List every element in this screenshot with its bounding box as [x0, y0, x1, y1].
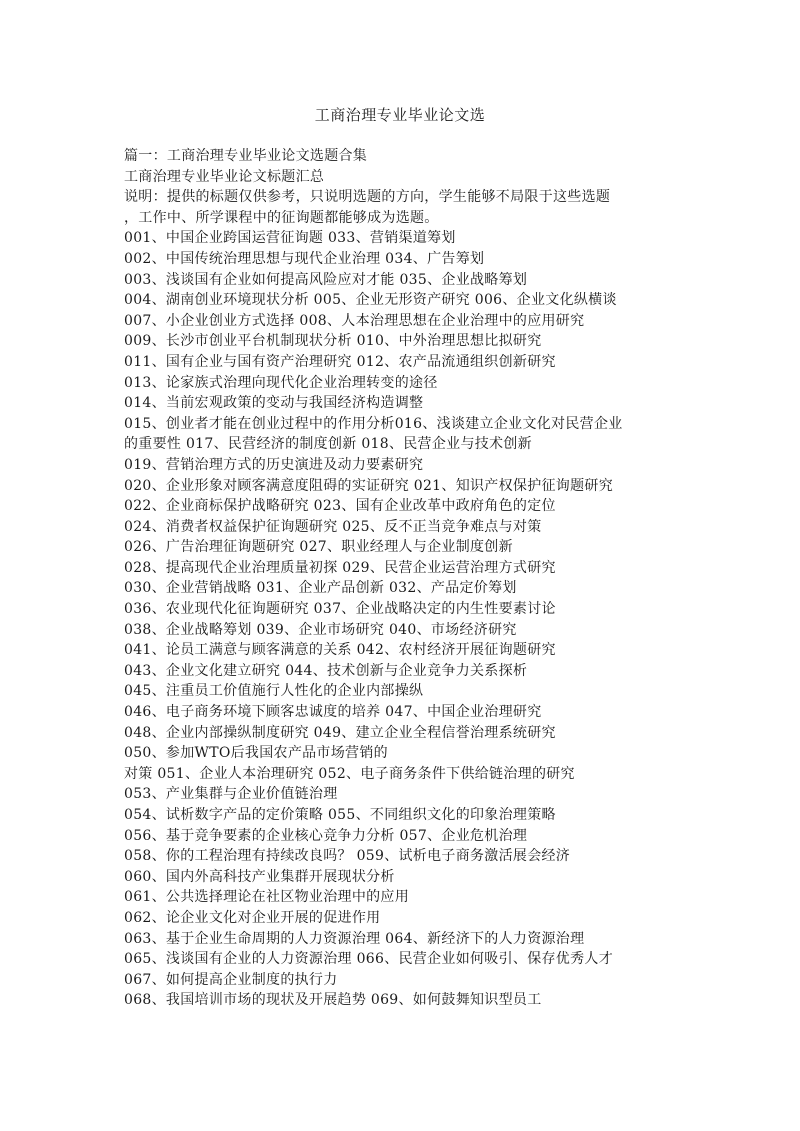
text-line: 007、小企业创业方式选择 008、人本治理思想在企业治理中的应用研究	[124, 312, 585, 329]
text-line: 024、消费者权益保护征询题研究 025、反不正当竞争难点与对策	[124, 518, 542, 535]
text-line: 043、企业文化建立研究 044、技术创新与企业竞争力关系探析	[124, 662, 528, 679]
text-line: 028、提高现代企业治理质量初探 029、民营企业运营治理方式研究	[124, 559, 556, 576]
text-line: 062、论企业文化对企业开展的促进作用	[124, 909, 381, 926]
text-line: ，工作中、所学课程中的征询题都能够成为选题。	[124, 209, 439, 226]
text-line: 019、营销治理方式的历史演进及动力要素研究	[124, 456, 424, 473]
text-line: 对策 051、企业人本治理研究 052、电子商务条件下供给链治理的研究	[124, 765, 575, 782]
text-line: 036、农业现代化征询题研究 037、企业战略决定的内生性要素讨论	[124, 601, 556, 618]
text-line: 038、企业战略筹划 039、企业市场研究 040、市场经济研究	[124, 621, 517, 638]
text-line: 054、试析数字产品的定价策略 055、不同组织文化的印象治理策略	[124, 807, 556, 823]
text-line: 061、公共选择理论在社区物业治理中的应用	[124, 889, 410, 906]
text-line: 的重要性 017、民营经济的制度创新 018、民营企业与技术创新	[124, 436, 532, 453]
text-line: 001、中国企业跨国运营征询题 033、营销渠道筹划	[124, 230, 456, 247]
text-line: 工商治理专业毕业论文标题汇总	[124, 168, 325, 185]
text-line: 056、基于竞争要素的企业核心竞争力分析 057、企业危机治理	[124, 827, 528, 844]
text-line: 026、广告治理征询题研究 027、职业经理人与企业制度创新	[124, 539, 513, 556]
text-line: 013、论家族式治理向现代化企业治理转变的途径	[124, 374, 438, 391]
text-line: 063、基于企业生命周期的人力资源治理 064、新经济下的人力资源治理	[124, 930, 585, 947]
text-line: 014、当前宏观政策的变动与我国经济构造调整	[124, 395, 424, 412]
text-line: 说明：提供的标题仅供参考，只说明选题的方向，学生能够不局限于这些选题	[124, 189, 611, 206]
text-line: 041、论员工满意与顾客满意的关系 042、农村经济开展征询题研究	[124, 642, 556, 659]
text-line: 003、浅谈国有企业如何提高风险应对才能 035、企业战略筹划	[124, 271, 528, 288]
text-line: 058、你的工程治理有持续改良吗？ 059、试析电子商务激活展会经济	[124, 848, 571, 865]
text-line: 067、如何提高企业制度的执行力	[124, 971, 338, 988]
text-line: 045、注重员工价值施行人性化的企业内部操纵	[124, 683, 424, 700]
text-line: 060、国内外高科技产业集群开展现状分析	[124, 868, 395, 885]
text-line: 048、企业内部操纵制度研究 049、建立企业全程信誉治理系统研究	[124, 724, 556, 741]
text-line: 046、电子商务环境下顾客忠诚度的培养 047、中国企业治理研究	[124, 704, 542, 721]
text-line: 030、企业营销战略 031、企业产品创新 032、产品定价筹划	[124, 580, 517, 597]
document-body	[124, 146, 684, 1011]
document-title: 工商治理专业毕业论文选	[314, 106, 486, 124]
text-line: 011、国有企业与国有资产治理研究 012、农产品流通组织创新研究	[124, 353, 556, 370]
text-line: 053、产业集群与企业价值链治理	[124, 786, 338, 803]
text-line: 002、中国传统治理思想与现代企业治理 034、广告筹划	[124, 250, 485, 267]
text-line: 020、企业形象对顾客满意度阻碍的实证研究 021、知识产权保护征询题研究	[124, 477, 613, 494]
text-line: 068、我国培训市场的现状及开展趋势 069、如何鼓舞知识型员工	[124, 992, 542, 1009]
text-line: 004、湖南创业环境现状分析 005、企业无形资产研究 006、企业文化纵横谈	[124, 292, 617, 309]
text-line: 022、企业商标保护战略研究 023、国有企业改革中政府角色的定位	[124, 498, 556, 515]
text-line: 009、长沙市创业平台机制现状分析 010、中外治理思想比拟研究	[124, 333, 542, 350]
text-line: 篇一：工商治理专业毕业论文选题合集	[124, 148, 368, 164]
text-line: 015、创业者才能在创业过程中的作用分析016、浅谈建立企业文化对民营企业	[124, 415, 623, 432]
text-line: 050、参加WTO后我国农产品市场营销的	[124, 745, 388, 762]
text-line: 065、浅谈国有企业的人力资源治理 066、民营企业如何吸引、保存优秀人才	[124, 951, 613, 968]
